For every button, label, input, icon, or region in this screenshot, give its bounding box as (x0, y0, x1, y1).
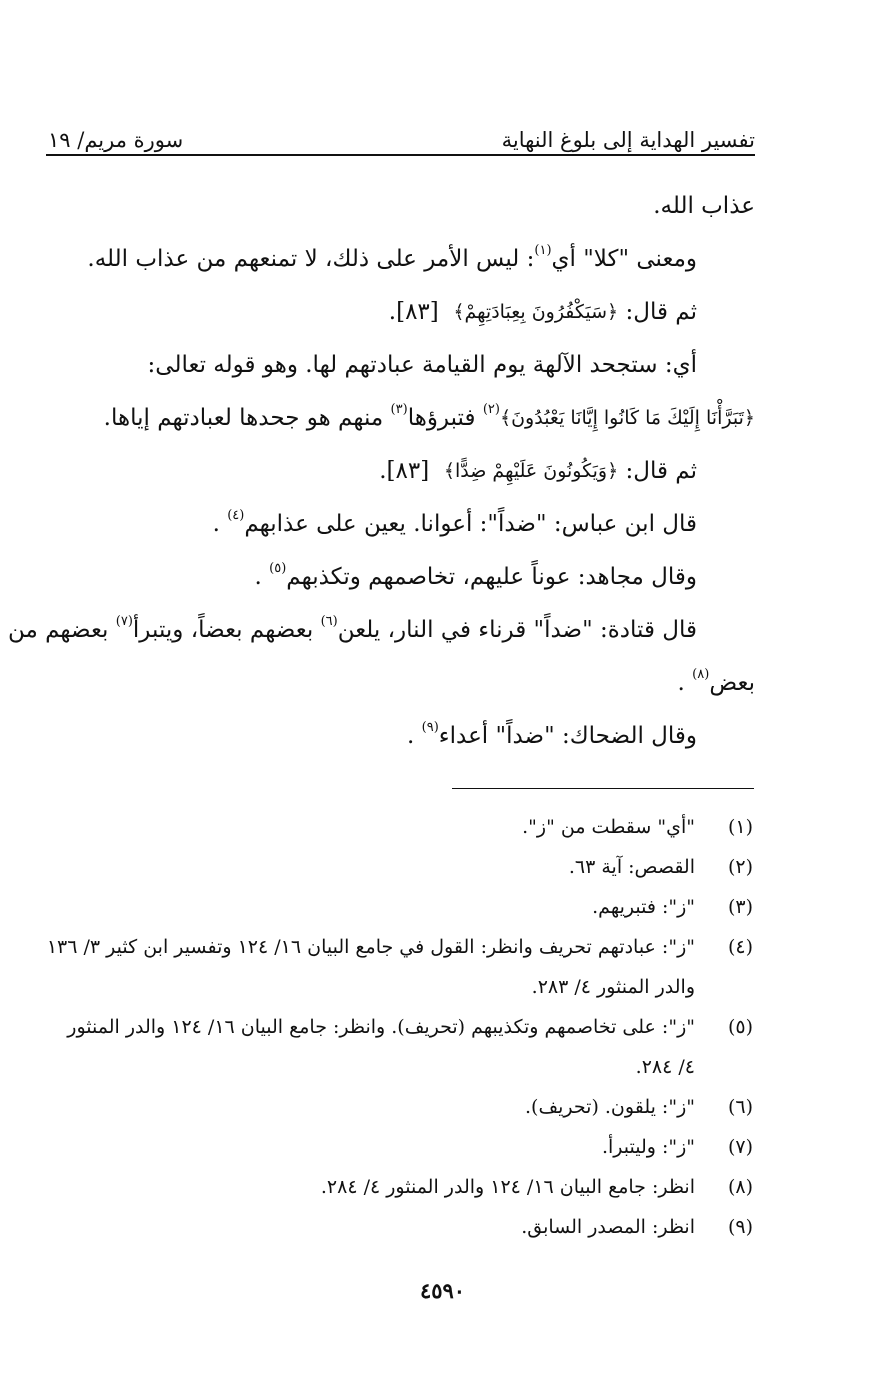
footnotes (45, 807, 755, 1247)
quran-verse: ﴿سَيَكْفُرُونَ بِعِبَادَتِهِمْ﴾ (453, 301, 619, 323)
text-segment: ثم قال: (625, 299, 697, 325)
footnote-text (45, 927, 695, 1007)
footnote-number: (٦) (727, 1096, 753, 1118)
text-segment: قال ابن عباس: "ضداً": أعوانا. يعين على عذابهم (244, 511, 697, 537)
text-segment: وقال مجاهد: عوناً عليهم، تخاصمهم وتكذبهم (286, 564, 697, 590)
text-segment: قال قتادة: "ضداً" قرناء في النار، يلعن (337, 617, 697, 643)
text-line-8 (45, 551, 755, 604)
text-segment: . (254, 564, 262, 590)
text-line-9 (7, 604, 755, 657)
text-segment: بعضهم من (7, 617, 109, 643)
footnote-ref: (٦) (320, 614, 338, 629)
footnote-number: (٣) (727, 896, 753, 918)
footnote-number: (٨) (727, 1176, 753, 1198)
footnote-ref: (٢) (482, 402, 500, 417)
footnote-ref: (٧) (115, 614, 133, 629)
verse-number: [٨٣]. (388, 299, 439, 325)
footnote-text (45, 1007, 695, 1087)
footnote-item (45, 887, 755, 927)
main-text (7, 180, 755, 763)
text-segment: . (677, 670, 685, 696)
book-title: تفسير الهداية إلى بلوغ النهاية (501, 128, 755, 152)
footnote-number: (٩) (727, 1216, 753, 1238)
footnote-ref: (٩) (421, 720, 439, 735)
footnote-item (45, 1207, 755, 1247)
footnote-number: (٢) (727, 856, 753, 878)
footnote-number: (٤) (727, 936, 753, 958)
text-segment: وقال الضحاك: "ضداً" أعداء (438, 723, 697, 749)
footnote-ref: (٨) (692, 667, 710, 682)
footnote-ref: (٥) (269, 561, 287, 576)
footnote-ref: (١) (534, 243, 552, 258)
text-line-11 (45, 710, 755, 763)
footnote-text: انظر: جامع البيان ١٦/ ١٢٤ والدر المنثور ٤/ ٢٨٤. (320, 1176, 695, 1198)
text-line-6 (45, 445, 755, 498)
footnote-text: "ز": وليتبرأ. (601, 1136, 695, 1158)
text-segment: أي: ستجحد الآلهة يوم القيامة عبادتهم لها. وهو قوله تعالى: (147, 352, 697, 378)
footnote-item (45, 1087, 755, 1127)
footnote-item (45, 1167, 755, 1207)
header-rule (46, 154, 755, 156)
footnote-item (45, 807, 755, 847)
text-segment: منهم هو جحدها لعبادتهم إياها. (103, 405, 384, 431)
footnote-text: انظر: المصدر السابق. (521, 1216, 695, 1238)
text-segment: عذاب الله. (653, 193, 755, 219)
footnote-text: "ز": فتبريهم. (592, 896, 695, 918)
footnote-text: القصص: آية ٦٣. (568, 856, 695, 878)
footnote-ref: (٣) (390, 402, 408, 417)
text-line-7 (45, 498, 755, 551)
page-number: ٤٥٩٠ (419, 1278, 466, 1303)
text-line-4 (45, 339, 755, 392)
text-line-10 (45, 657, 755, 710)
footnote-separator (452, 788, 754, 789)
footnote-line: والدر المنثور ٤/ ٢٨٣. (531, 976, 695, 998)
text-segment: فتبرؤها (407, 405, 476, 431)
text-segment: . (212, 511, 220, 537)
footnote-item (45, 927, 755, 1007)
text-segment: بعضهم بعضاً، ويتبرأ (132, 617, 314, 643)
quran-verse: ﴿تَبَرَّأْنَا إِلَيْكَ مَا كَانُوا إِيَّانَا يَعْبُدُونَ﴾ (499, 407, 755, 429)
text-line-1 (45, 180, 755, 233)
text-segment: : ليس الأمر على ذلك، لا تمنعهم من عذاب الله. (87, 246, 535, 272)
footnote-number: (١) (727, 816, 753, 838)
footnote-item (45, 1007, 755, 1087)
footnote-line: ٤/ ٢٨٤. (635, 1056, 695, 1078)
surah-label: سورة مريم/ ١٩ (48, 128, 184, 152)
footnote-number: (٥) (727, 1016, 753, 1038)
footnote-line: "ز": على تخاصمهم وتكذيبهم (تحريف). وانظر: جامع البيان ١٦/ ١٢٤ والدر المنثور (67, 1016, 695, 1038)
footnote-ref: (٤) (227, 508, 245, 523)
text-segment: ثم قال: (625, 458, 697, 484)
footnote-item (45, 847, 755, 887)
text-line-2 (45, 233, 755, 286)
text-segment: بعض (709, 670, 755, 696)
verse-number: [٨٣]. (379, 458, 430, 484)
text-line-5 (45, 392, 755, 445)
text-line-3 (45, 286, 755, 339)
footnote-text: "أي" سقطت من "ز". (522, 816, 695, 838)
footnote-item (45, 1127, 755, 1167)
footnote-text: "ز": يلقون. (تحريف). (525, 1096, 695, 1118)
running-header (48, 120, 755, 152)
text-segment: ومعنى "كلا" أي (551, 246, 697, 272)
footnote-line: "ز": عبادتهم تحريف وانظر: القول في جامع البيان ١٦/ ١٢٤ وتفسير ابن كثير ٣/ ١٣٦ (46, 936, 695, 958)
quran-verse: ﴿وَيَكُونُونَ عَلَيْهِمْ ضِدًّا﴾ (443, 460, 619, 482)
footnote-number: (٧) (727, 1136, 753, 1158)
text-segment: . (407, 723, 415, 749)
